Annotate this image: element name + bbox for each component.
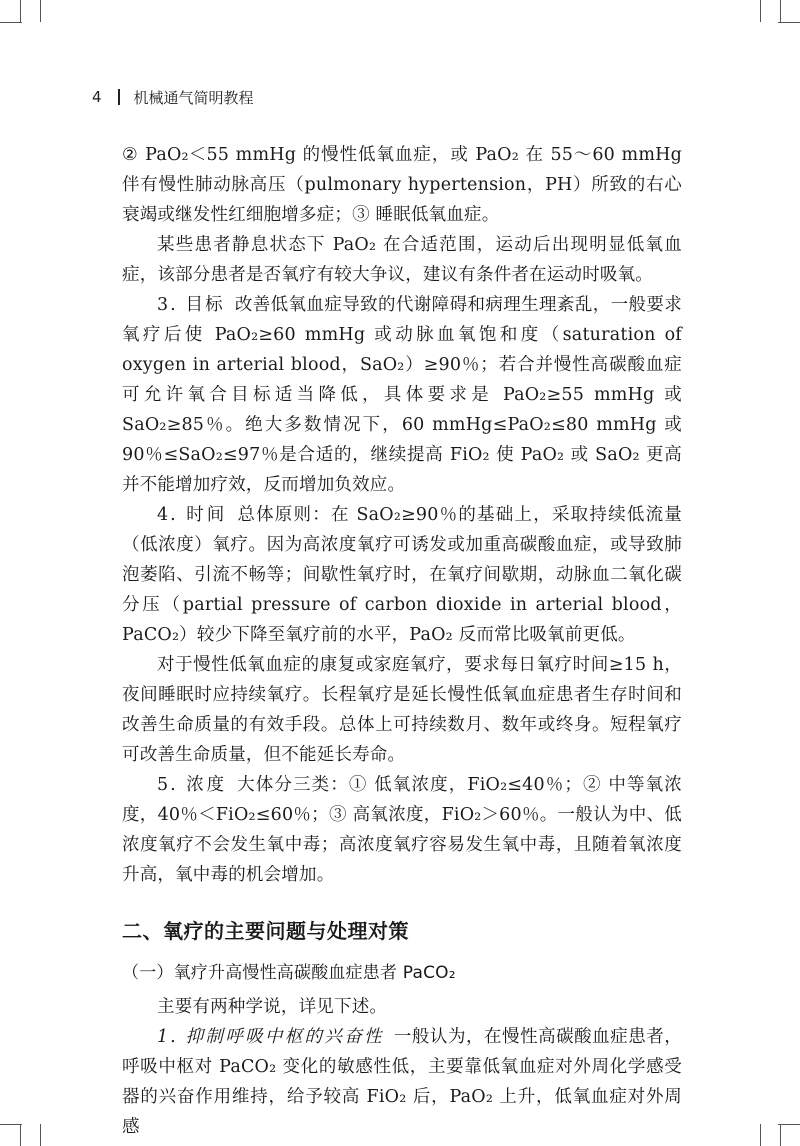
item-heading: 5. 浓度: [157, 775, 228, 795]
crop-mark: [780, 1124, 781, 1146]
item-heading: 3. 目标: [157, 295, 225, 315]
paragraph: 主要有两种学说，详见下述。: [157, 997, 388, 1017]
running-header: [92, 86, 254, 108]
paragraph: [122, 770, 682, 890]
crop-mark: [778, 22, 800, 23]
paragraph: 对于慢性低氧血症的康复或家庭氧疗，要求每日氧疗时间≥15 h，夜间睡眠时应持续氧疗。长程氧疗是延长慢性低氧血症患者生存时间和改善生命质量的有效手段。总体上可持续数月、数年或终身。短程氧疗可改善生命质量，但不能延长寿命。: [122, 655, 682, 765]
crop-mark: [780, 0, 781, 22]
crop-mark: [40, 1124, 41, 1146]
paragraph: [122, 1022, 682, 1142]
paragraph-text: 总体原则：在 SaO₂≥90％的基础上，采取持续低流量（低浓度）氧疗。因为高浓度氧疗可诱发或加重高碳酸血症，或导致肺泡萎陷、引流不畅等；间歇性氧疗时，在氧疗间歇期，动脉血二氧化碳分压（partial pressure of carbon dioxide in arterial blood，PaCO₂）较少下降至氧疗前的水平，PaO₂ 反而常比吸氧前更低。: [122, 505, 682, 645]
paragraph-text: 改善低氧血症导致的代谢障碍和病理生理紊乱，一般要求氧疗后使 PaO₂≥60 mmHg 或动脉血氧饱和度（saturation of oxygen in arterial blood，SaO₂）≥90％；若合并慢性高碳酸血症可允许氧合目标适当降低，具体要求是 PaO₂≥55 mmHg 或 SaO₂≥85％。绝大多数情况下，60 mmHg≤PaO₂≤80 mmHg 或 90％≤SaO₂≤97％是合适的，继续提高 FiO₂ 使 PaO₂ 或 SaO₂ 更高并不能增加疗效，反而增加负效应。: [122, 295, 682, 495]
paragraph-text: 大体分三类：① 低氧浓度，FiO₂≤40％；② 中等氧浓度，40％＜FiO₂≤60％；③ 高氧浓度，FiO₂＞60％。一般认为中、低浓度氧疗不会发生氧中毒；高浓度氧疗容易发生氧中毒，且随着氧浓度升高，氧中毒的机会增加。: [122, 775, 682, 885]
crop-mark: [760, 1124, 761, 1146]
crop-mark: [20, 1124, 21, 1146]
paragraph: 某些患者静息状态下 PaO₂ 在合适范围，运动后出现明显低氧血症，该部分患者是否氧疗有较大争议，建议有条件者在运动时吸氧。: [122, 235, 682, 285]
crop-mark: [40, 0, 41, 22]
page-body: [122, 140, 682, 1142]
paragraph: [122, 500, 682, 650]
subsection-heading: （一）氧疗升高慢性高碳酸血症患者 PaCO₂: [122, 963, 456, 983]
section-heading: 二、氧疗的主要问题与处理对策: [122, 919, 409, 943]
crop-mark: [0, 22, 22, 23]
page-number: 4: [92, 88, 102, 106]
header-divider: [118, 89, 120, 105]
crop-mark: [0, 1124, 22, 1125]
paragraph: ② PaO₂＜55 mmHg 的慢性低氧血症，或 PaO₂ 在 55～60 mmHg 伴有慢性肺动脉高压（pulmonary hypertension，PH）所致的右心衰竭或继发性红细胞增多症；③ 睡眠低氧血症。: [122, 145, 682, 225]
paragraph-text: 一般认为，在慢性高碳酸血症患者，呼吸中枢对 PaCO₂ 变化的敏感性低，主要靠低氧血症对外周化学感受器的兴奋作用维持，给予较高 FiO₂ 后，PaO₂ 上升，低氧血症对外周感: [122, 1027, 682, 1137]
book-title: 机械通气简明教程: [133, 88, 254, 107]
crop-mark: [778, 1124, 800, 1125]
crop-mark: [20, 0, 21, 22]
crop-mark: [760, 0, 761, 22]
paragraph: [122, 290, 682, 500]
item-heading: 1. 抑制呼吸中枢的兴奋性: [157, 1027, 384, 1047]
item-heading: 4. 时间: [157, 505, 228, 525]
